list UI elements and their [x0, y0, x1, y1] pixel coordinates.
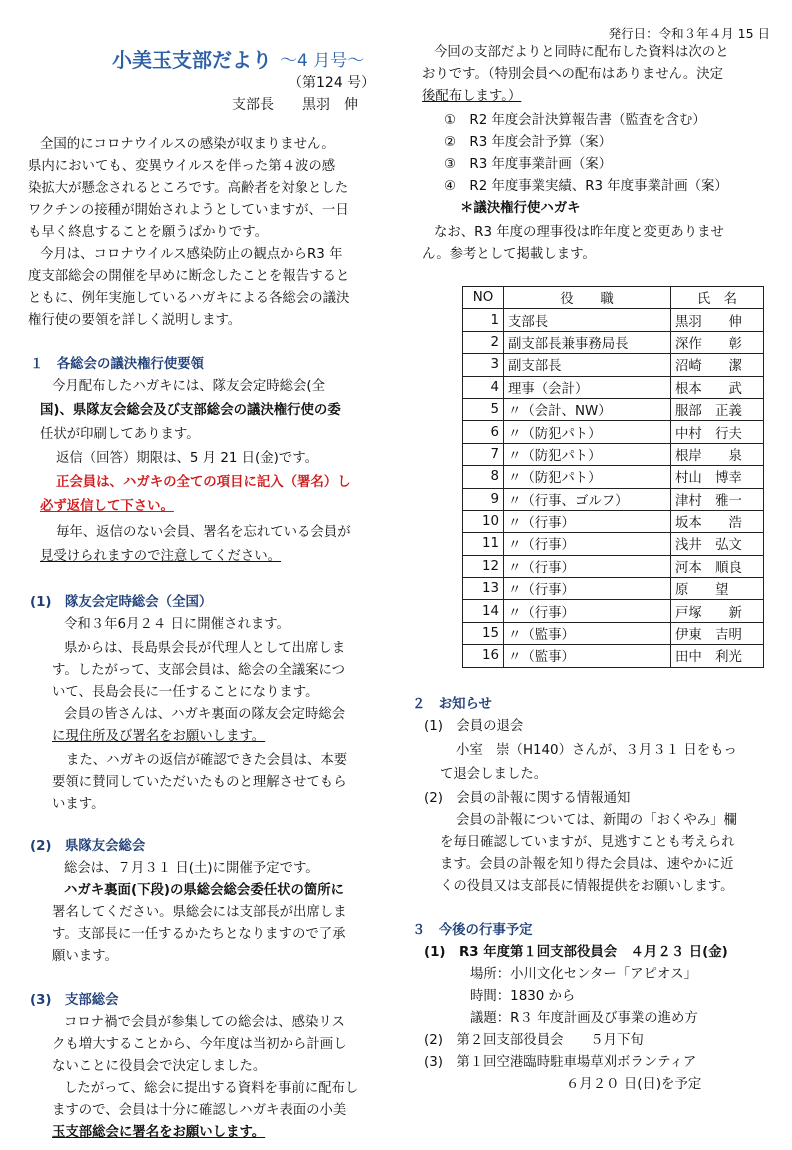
event-3: (3) 第１回空港臨時駐車場草刈ボランティア	[424, 1055, 697, 1070]
materials-intro-line: 今回の支部だよりと同時に配布した資料は次のと	[434, 45, 729, 60]
cell-role: 〃（監事）	[504, 622, 671, 644]
section-1-heading: １ 各総会の議決権行使要領	[30, 357, 205, 372]
table-row	[463, 331, 764, 353]
materials-item: ④ R2 年度事業実績、R3 年度事業計画（案）	[444, 179, 728, 194]
table-row	[463, 398, 764, 420]
table-row	[463, 488, 764, 510]
subsection-3-line: 玉支部総会に署名をお願いします。	[52, 1125, 266, 1140]
table-row	[463, 600, 764, 622]
materials-intro-line: 後配布します。）	[422, 89, 522, 104]
subsection-1-line: います。	[52, 797, 105, 812]
cell-role: 〃（行事、ゴルフ）	[504, 488, 671, 510]
cell-role: 〃（行事）	[504, 555, 671, 577]
cell-role: 〃（会計、NW）	[504, 398, 671, 420]
subsection-3-line: クも増大することから、今年度は当初から計画し	[52, 1037, 347, 1052]
section-3-heading: ３ 今後の行事予定	[412, 923, 533, 938]
issue-number: （第124 号）	[288, 75, 376, 91]
page-title: 小美玉支部だより	[112, 48, 272, 72]
cell-role: 副支部長	[504, 354, 671, 376]
issue-date: 発行日：令和３年４月 15 日	[608, 26, 770, 41]
notice-1-line: て退会しました。	[440, 767, 548, 782]
cell-role: 理事（会計）	[504, 376, 671, 398]
board-note-line: なお、R3 年度の理事役は昨年度と変更ありませ	[434, 225, 724, 240]
section-1-line: 正会員は、ハガキの全ての項目に記入（署名）し	[56, 475, 351, 490]
cell-role: 〃（監事）	[504, 645, 671, 667]
proxy-card-note: ＊議決権行使ハガキ	[460, 201, 581, 216]
subsection-1-heading: (1) 隊友会定時総会（全国）	[30, 595, 213, 610]
section-1-line: 毎年、返信のない会員、署名を忘れている会員が	[56, 525, 351, 540]
subsection-3-line: ますので、会員は十分に確認しハガキ表面の小美	[52, 1103, 347, 1118]
cell-name: 根岸 泉	[671, 443, 764, 465]
cell-no: 4	[463, 376, 504, 398]
column-header-no: NO	[463, 287, 504, 309]
intro-line: 今月は、コロナウイルス感染防止の観点からR3 年	[40, 247, 343, 262]
intro-line: 権行使の要領を詳しく説明します。	[28, 313, 242, 328]
event-1-agenda: 議題：R３ 年度計画及び事業の進め方	[470, 1011, 698, 1026]
intro-line: も早く終息することを願うばかりです。	[28, 225, 268, 240]
author-line: 支部長 黒羽 伸	[232, 97, 358, 113]
table-row	[463, 510, 764, 532]
subsection-2-line: 署名してください。県総会には支部長が出席しま	[52, 905, 347, 920]
cell-no: 15	[463, 622, 504, 644]
cell-name: 坂本 浩	[671, 510, 764, 532]
subsection-3-line: コロナ禍で会員が参集しての総会は、感染リス	[64, 1015, 345, 1030]
table-row	[463, 578, 764, 600]
cell-no: 14	[463, 600, 504, 622]
section-1-line: 必ず返信して下さい。	[40, 499, 174, 514]
table-row	[463, 645, 764, 667]
notice-2-line: ます。会員の訃報を知り得た会員は、速やかに近	[440, 857, 734, 872]
cell-no: 10	[463, 510, 504, 532]
cell-role: 〃（防犯パト）	[504, 466, 671, 488]
cell-name: 浅井 弘文	[671, 533, 764, 555]
table-row	[463, 443, 764, 465]
cell-no: 2	[463, 331, 504, 353]
subsection-2-line: 総会は、７月３１ 日(土)に開催予定です。	[64, 861, 319, 876]
cell-no: 6	[463, 421, 504, 443]
intro-line: ともに、例年実施しているハガキによる各総会の議決	[28, 291, 350, 306]
table-row	[463, 376, 764, 398]
subsection-1-line: また、ハガキの返信が確認できた会員は、本要	[66, 753, 348, 768]
table-row	[463, 533, 764, 555]
table-row	[463, 309, 764, 331]
cell-role: 〃（行事）	[504, 510, 671, 532]
notice-2-line: を毎日確認していますが、見逃すことも考えられ	[440, 835, 735, 850]
cell-no: 8	[463, 466, 504, 488]
cell-role: 〃（防犯パト）	[504, 421, 671, 443]
cell-no: 13	[463, 578, 504, 600]
notice-2-line: 会員の訃報については、新聞の「おくやみ」欄	[456, 813, 737, 828]
section-2-heading: ２ お知らせ	[412, 697, 492, 712]
intro-line: 全国的にコロナウイルスの感染が収まりません。	[40, 137, 335, 152]
intro-line: 染拡大が懸念されるところです。高齢者を対象とした	[28, 181, 349, 196]
event-3-date: ６月２０ 日(日)を予定	[566, 1077, 702, 1092]
column-header-name: 氏 名	[671, 287, 764, 309]
cell-name: 村山 博幸	[671, 466, 764, 488]
event-2: (2) 第２回支部役員会 ５月下旬	[424, 1033, 644, 1048]
subsection-1-line: 要領に賛同していただいたものと理解させてもら	[52, 775, 347, 790]
table-row	[463, 421, 764, 443]
cell-role: 〃（行事）	[504, 578, 671, 600]
materials-item: ① R2 年度会計決算報告書（監査を含む）	[444, 113, 706, 128]
section-1-line: 見受けられますので注意してください。	[40, 549, 282, 564]
cell-no: 12	[463, 555, 504, 577]
cell-name: 戸塚 新	[671, 600, 764, 622]
subsection-3-line: ないことに役員会で決定しました。	[52, 1059, 267, 1074]
section-1-line: 国)、県隊友会総会及び支部総会の議決権行使の委	[40, 403, 341, 418]
notice-2-line: くの役員又は支部長に情報提供をお願いします。	[440, 879, 734, 894]
cell-role: 支部長	[504, 309, 671, 331]
subsection-1-line: す。したがって、支部会員は、総会の全議案につ	[52, 663, 345, 678]
section-1-line: 任状が印刷してあります。	[40, 427, 200, 442]
cell-name: 伊東 吉明	[671, 622, 764, 644]
cell-name: 深作 彰	[671, 331, 764, 353]
notice-1-line: 小室 崇（H140）さんが、３月３１ 日をもっ	[456, 743, 737, 758]
event-1: (1) R3 年度第１回支部役員会 ４月２３ 日(金)	[424, 945, 728, 960]
subsection-3-line: したがって、総会に提出する資料を事前に配布し	[64, 1081, 359, 1096]
cell-no: 9	[463, 488, 504, 510]
materials-item: ② R3 年度会計予算（案）	[444, 135, 612, 150]
event-1-place: 場所：小川文化センター「アピオス」	[470, 967, 697, 982]
cell-no: 16	[463, 645, 504, 667]
cell-name: 沼崎 潔	[671, 354, 764, 376]
materials-item: ③ R3 年度事業計画（案）	[444, 157, 612, 172]
cell-name: 津村 雅一	[671, 488, 764, 510]
cell-no: 3	[463, 354, 504, 376]
intro-line: ワクチンの接種が開始されようとしていますが、一日	[28, 203, 349, 218]
cell-name: 黒羽 伸	[671, 309, 764, 331]
intro-line: 県内においても、変異ウイルスを伴った第４波の感	[28, 159, 336, 174]
page-subtitle: ～4 月号～	[280, 51, 365, 71]
cell-name: 河本 順良	[671, 555, 764, 577]
intro-line: 度支部総会の開催を早めに断念したことを報告すると	[28, 269, 350, 284]
table-row	[463, 466, 764, 488]
event-1-time: 時間：1830 から	[470, 989, 576, 1004]
subsection-2-line: ハガキ裏面(下段)の県総会総会委任状の箇所に	[64, 883, 345, 898]
subsection-2-heading: (2) 県隊友会総会	[30, 839, 146, 854]
board-roster-table	[462, 286, 764, 668]
notice-1-heading: (1) 会員の退会	[424, 719, 524, 734]
cell-name: 田中 利光	[671, 645, 764, 667]
cell-role: 〃（行事）	[504, 533, 671, 555]
subsection-1-line: 令和３年6月２４ 日に開催されます。	[64, 617, 290, 632]
subsection-1-line: いて、長島会長に一任することになります。	[52, 685, 319, 700]
section-1-line: 今月配布したハガキには、隊友会定時総会(全	[52, 379, 326, 394]
cell-role: 〃（行事）	[504, 600, 671, 622]
column-header-role: 役 職	[504, 287, 671, 309]
section-1-line: 返信（回答）期限は、5 月 21 日(金)です。	[56, 451, 318, 466]
cell-name: 原 望	[671, 578, 764, 600]
subsection-1-line: 県からは、長島県会長が代理人として出席しま	[64, 641, 346, 656]
notice-2-heading: (2) 会員の訃報に関する情報通知	[424, 791, 631, 806]
cell-role: 〃（防犯パト）	[504, 443, 671, 465]
cell-no: 1	[463, 309, 504, 331]
subsection-2-line: す。支部長に一任するかたちとなりますので了承	[52, 927, 346, 942]
table-row	[463, 622, 764, 644]
subsection-2-line: 願います。	[52, 949, 118, 964]
cell-no: 5	[463, 398, 504, 420]
cell-name: 根本 武	[671, 376, 764, 398]
cell-no: 11	[463, 533, 504, 555]
materials-intro-line: おりです。（特別会員への配布はありません。決定	[422, 67, 724, 82]
cell-name: 中村 行夫	[671, 421, 764, 443]
table-row	[463, 354, 764, 376]
cell-no: 7	[463, 443, 504, 465]
cell-role: 副支部長兼事務局長	[504, 331, 671, 353]
cell-name: 服部 正義	[671, 398, 764, 420]
subsection-3-heading: (3) 支部総会	[30, 993, 119, 1008]
table-row	[463, 555, 764, 577]
subsection-1-line: 会員の皆さんは、ハガキ裏面の隊友会定時総会	[64, 707, 346, 722]
subsection-1-line: に現住所及び署名をお願いします。	[52, 729, 266, 744]
table-header-row	[463, 287, 764, 309]
board-note-line: ん。参考として掲載します。	[422, 247, 596, 262]
